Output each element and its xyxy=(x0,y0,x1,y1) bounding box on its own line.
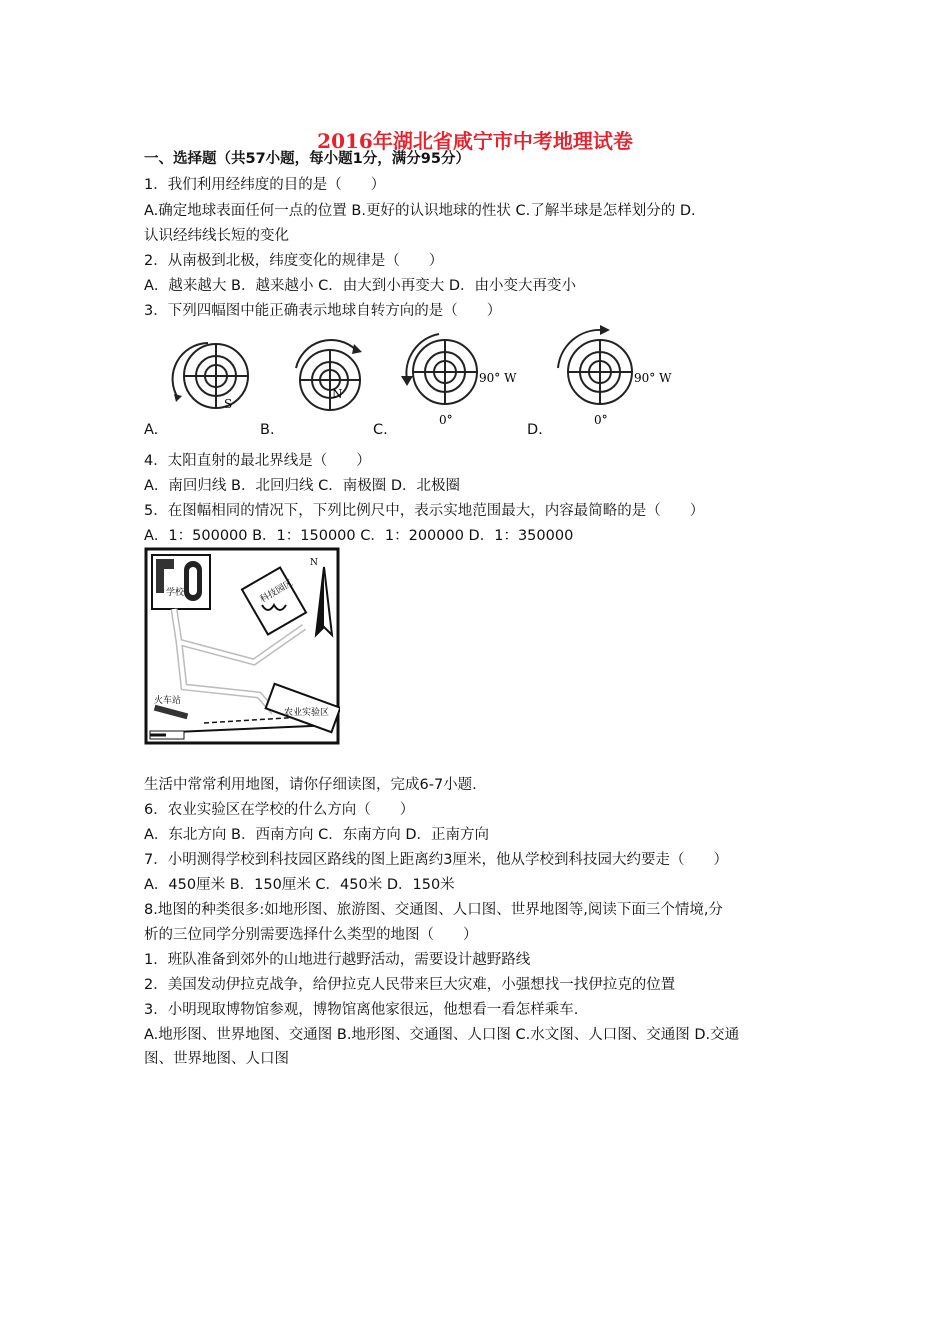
q3-figure-c-lon: 90° W xyxy=(479,371,517,385)
q8-stem: 8.地图的种类很多:如地形图、旅游图、交通图、人口图、世界地图等,阅读下面三个情境,分 xyxy=(144,902,723,918)
map-train-station-label: 火车站 xyxy=(154,696,182,706)
town-map xyxy=(144,547,340,745)
q1-options: A.确定地球表面任何一点的位置 B.更好的认识地球的性状 C.了解半球是怎样划分的 D. xyxy=(144,203,696,219)
q6-options: A．东北方向 B．西南方向 C．东南方向 D．正南方向 xyxy=(144,827,489,843)
q8-stem-cont: 析的三位同学分别需要选择什么类型的地图（ ） xyxy=(144,927,478,943)
q6-stem: 6．农业实验区在学校的什么方向（ ） xyxy=(144,802,415,818)
q8-options-cont: 图、世界地图、人口图 xyxy=(144,1051,289,1067)
q7-stem: 7．小明测得学校到科技园区路线的图上距离约3厘米，他从学校到科技园大约要走（ ） xyxy=(144,852,728,868)
q3-figure-d-lon: 90° W xyxy=(634,371,672,385)
q2-stem: 2．从南极到北极，纬度变化的规律是（ ） xyxy=(144,253,444,269)
q2-options: A．越来越大 B．越来越小 C．由大到小再变大 D．由小变大再变小 xyxy=(144,278,576,294)
q3-figure-a xyxy=(168,338,258,418)
section-heading: 一、选择题（共57小题，每小题1分，满分95分） xyxy=(144,151,470,167)
q3-figure-c-zero: 0° xyxy=(439,413,453,427)
q3-figure-b-letter: N xyxy=(332,387,343,401)
q8-scenario-3: 3．小明现取博物馆参观，博物馆离他家很远，他想看一看怎样乘车. xyxy=(144,1002,579,1018)
q5-options: A．1：500000 B．1：150000 C．1：200000 D．1：350000 xyxy=(144,528,574,544)
map-farm-area-label: 农业实验区 xyxy=(284,708,330,718)
map-school-label: 学校 xyxy=(166,588,185,598)
q8-scenario-1: 1．班队准备到郊外的山地进行越野活动，需要设计越野路线 xyxy=(144,952,531,968)
q1-options-cont: 认识经纬线长短的变化 xyxy=(144,228,289,244)
q5-stem: 5．在图幅相同的情况下，下列比例尺中，表示实地范围最大，内容最简略的是（ ） xyxy=(144,503,705,519)
q3-figure-d-zero: 0° xyxy=(594,413,608,427)
q3-label-a: A. xyxy=(144,422,159,438)
q3-label-b: B. xyxy=(260,422,275,438)
q3-figure-d xyxy=(550,324,680,430)
map-science-park-label: 科技园区 xyxy=(258,578,295,606)
q3-figure-a-letter: S xyxy=(224,397,233,411)
q4-options: A．南回归线 B．北回归线 C．南极圈 D．北极圈 xyxy=(144,478,460,494)
q8-scenario-2: 2．美国发动伊拉克战争，给伊拉克人民带来巨大灾难，小强想找一找伊拉克的位置 xyxy=(144,977,676,993)
q3-figure-b xyxy=(282,338,372,418)
q4-stem: 4．太阳直射的最北界线是（ ） xyxy=(144,453,371,469)
exam-title: 2016年湖北省咸宁市中考地理试卷 xyxy=(317,129,633,153)
q3-figure-c xyxy=(395,326,525,430)
q1-stem: 1．我们利用经纬度的目的是（ ） xyxy=(144,177,386,193)
map-north-label: N xyxy=(310,558,318,568)
q7-options: A．450厘米 B．150厘米 C．450米 D．150米 xyxy=(144,877,455,893)
q3-stem: 3．下列四幅图中能正确表示地球自转方向的是（ ） xyxy=(144,303,502,319)
q67-intro: 生活中常常利用地图，请你仔细读图，完成6-7小题. xyxy=(144,777,477,793)
q8-options: A.地形图、世界地图、交通图 B.地形图、交通图、人口图 C.水文图、人口图、交通图 D.交通 xyxy=(144,1027,740,1043)
q3-label-d: D. xyxy=(527,422,543,438)
q3-label-c: C. xyxy=(373,422,388,438)
